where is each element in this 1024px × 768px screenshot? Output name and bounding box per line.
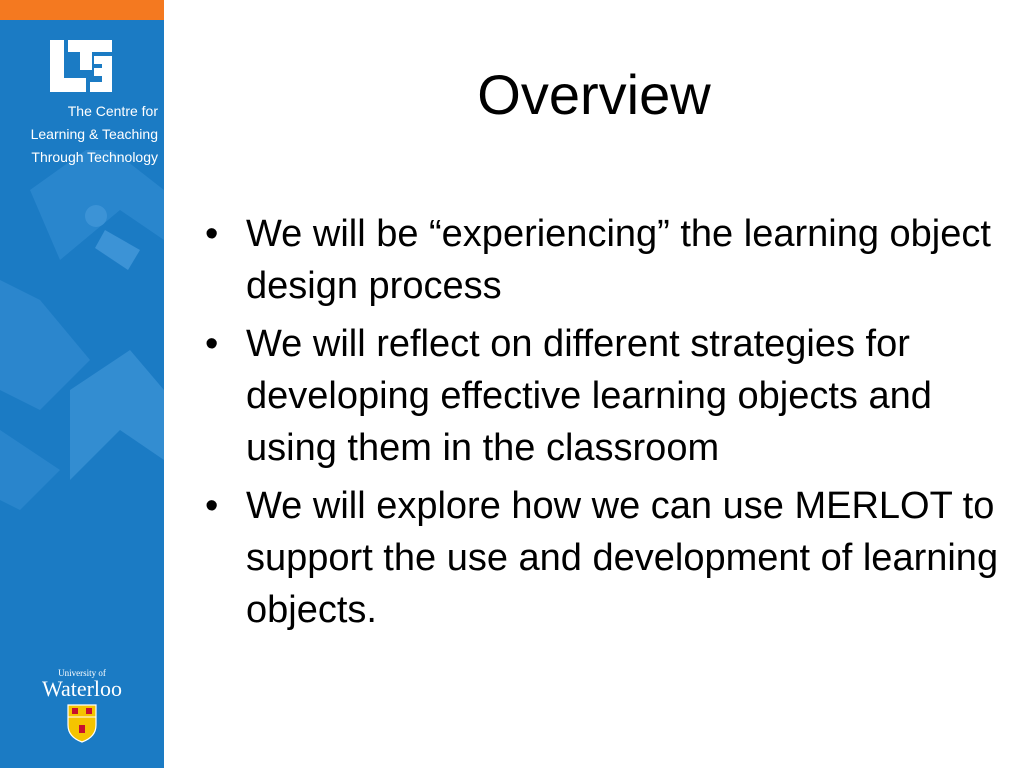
lt3-logo-block [0,30,164,96]
waterloo-logo [0,668,164,743]
centre-name [0,100,158,169]
centre-name-line: The Centre for [67,103,158,119]
university-of-label: University of [58,668,106,678]
slide-title: Overview [477,63,711,126]
waterloo-wordmark: Waterloo [41,676,123,701]
centre-name-line: Learning & Teaching [30,126,158,142]
centre-name-line: Through Technology [31,149,158,165]
sidebar [0,0,164,768]
bullet-item [205,318,1010,474]
sidebar-accent-stripe [0,0,164,20]
bullet-text: We will reflect on different strategies for developing effective learning objects and using them in the classroom [246,323,932,469]
waterloo-crest-icon [66,703,98,743]
bullet-item [205,480,1010,636]
bullet-dot: • [205,213,219,255]
lt3-logo-icon [46,34,118,96]
bullet-item [205,208,1010,312]
bullet-text: We will be “experiencing” the learning object design process [246,213,991,307]
bullet-dot: • [205,485,219,527]
bullet-text: We will explore how we can use MERLOT to support the use and development of learning objects. [246,485,999,631]
sidebar-background-art [0,150,164,580]
bullet-list [205,208,1010,642]
bullet-dot: • [205,323,219,365]
